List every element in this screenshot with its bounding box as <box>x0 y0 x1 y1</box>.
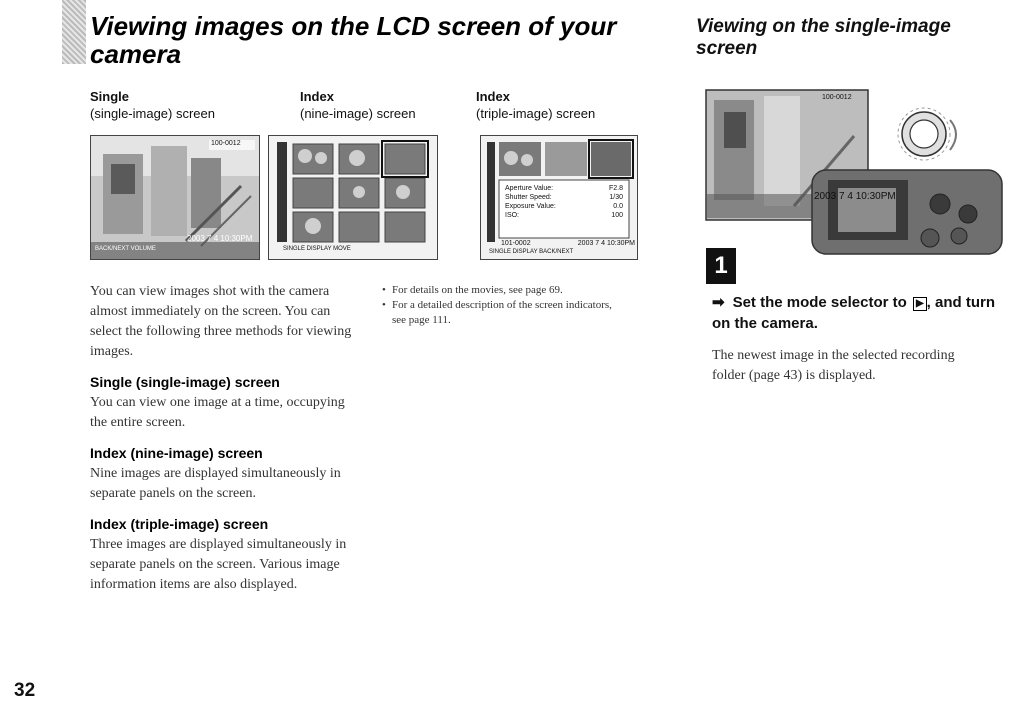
text-single: You can view one image at a time, occupying the entire screen. <box>90 395 345 430</box>
info-row: Exposure Value: 0.0 <box>505 203 623 210</box>
caption-single: Single (single-image) screen <box>90 89 215 121</box>
caption-index-nine: Index (nine-image) screen <box>300 89 416 121</box>
text-index-triple: Three images are displayed simultaneously in separate panels on the screen. Various image information items are also displayed. <box>90 537 347 592</box>
step-number-badge: 1 <box>706 248 736 284</box>
single-counter: 100-0012 <box>211 140 241 147</box>
step-instruction: ➡ Set the mode selector to ▶ , and turn on the camera. <box>712 294 995 332</box>
index-triple-screen <box>480 135 638 260</box>
step-body: The newest image in the selected recording folder (page 43) is displayed. <box>712 348 955 383</box>
nine-image-grid <box>269 136 437 259</box>
triple-date: 2003 7 4 10:30PM <box>577 240 635 247</box>
camera-illustration <box>704 76 1004 262</box>
camera-photo <box>704 76 1004 262</box>
page-number: 32 <box>14 680 36 701</box>
text-index-nine: Nine images are displayed simultaneously in separate panels on the screen. <box>90 466 341 501</box>
playback-mode-icon: ▶ <box>913 297 927 311</box>
page-title: Viewing images on the LCD screen of your camera <box>90 11 617 69</box>
heading-single: Single (single-image) screen <box>90 374 280 390</box>
heading-index-triple: Index (triple-image) screen <box>90 516 269 532</box>
arrow-right-icon: ➡ <box>712 294 725 311</box>
single-footer: BACK/NEXT VOLUME <box>95 246 156 252</box>
intro-paragraph: You can view images shot with the camera almost immediately on the screen. You can select the following three methods for viewing images. <box>90 284 352 359</box>
triple-info-panel <box>505 184 623 220</box>
triple-file-number: 101-0002 <box>501 240 531 247</box>
index-nine-screen <box>268 135 438 260</box>
single-image-screen <box>90 135 260 260</box>
triple-file-line <box>501 240 635 247</box>
info-row: Shutter Speed: 1/30 <box>505 194 623 201</box>
camera-photo-date: 2003 7 4 10:30PM <box>814 191 896 202</box>
caption-index-triple: Index (triple-image) screen <box>476 89 596 121</box>
triple-footer: SINGLE DISPLAY BACK/NEXT <box>489 249 574 255</box>
notes-list <box>382 283 622 328</box>
heading-index-nine: Index (nine-image) screen <box>90 445 263 461</box>
camera-photo-counter: 100-0012 <box>822 94 852 101</box>
note-item: • For a detailed description of the screen indicators, see page 111. <box>382 298 622 328</box>
section-title: Viewing on the single-image screen <box>696 16 951 59</box>
note-item: • For details on the movies, see page 69. <box>382 283 622 298</box>
info-row: Aperture Value: F2.8 <box>505 185 623 192</box>
single-date: 2003 7 4 10:30PM <box>187 234 253 243</box>
nine-footer: SINGLE DISPLAY MOVE <box>283 246 351 252</box>
title-marker <box>62 0 86 64</box>
info-row: ISO: 100 <box>505 212 623 219</box>
